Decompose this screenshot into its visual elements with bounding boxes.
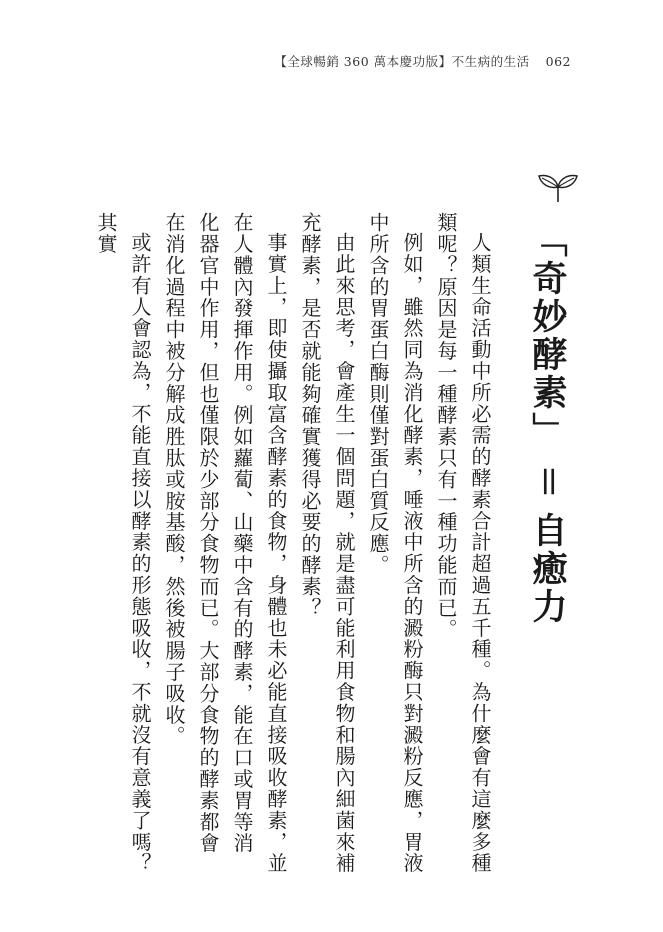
chapter-title-equals: ＝ [527,464,568,503]
book-title: 【全球暢銷 360 萬本慶功版】不生病的生活 [274,54,530,69]
paragraph: 例如，雖然同為消化酵素，唾液中所含的澱粉酶只對澱粉反應，胃液中所含的胃蛋白酶則僅對蛋白質反應。 [366,212,424,874]
chapter-title-tail: 自癒力 [527,512,568,627]
page-number: 062 [545,54,571,69]
body-text [89,212,497,874]
chapter-title-main: 「奇妙酵素」 [527,222,568,450]
paragraph: 由此來思考，會產生一個問題，就是盡可能利用食物和腸內細菌來補充酵素，是否就能夠確實獲得必要的酵素？ [298,212,356,874]
paragraph: 人類生命活動中所必需的酵素合計超過五千種。為什麼會有這麼多種類呢？原因是每一種酵素只有一種功能而已。 [434,212,492,874]
running-head [274,52,571,70]
paragraph: 或許有人會認為，不能直接以酵素的形態吸收，不就沒有意義了嗎？其實 [94,212,152,874]
sprout-icon [536,172,580,204]
chapter-title [527,222,568,627]
paragraph: 事實上，即使攝取富含酵素的食物，身體也未必能直接吸收酵素，並在人體內發揮作用。例如蘿蔔、山藥中含有的酵素，能在口或胃等消化器官中作用，但也僅限於少部分食物而已。大部分食物的酵素都會在消化過程中被分解成胜肽或胺基酸，然後被腸子吸收。 [162,212,288,874]
